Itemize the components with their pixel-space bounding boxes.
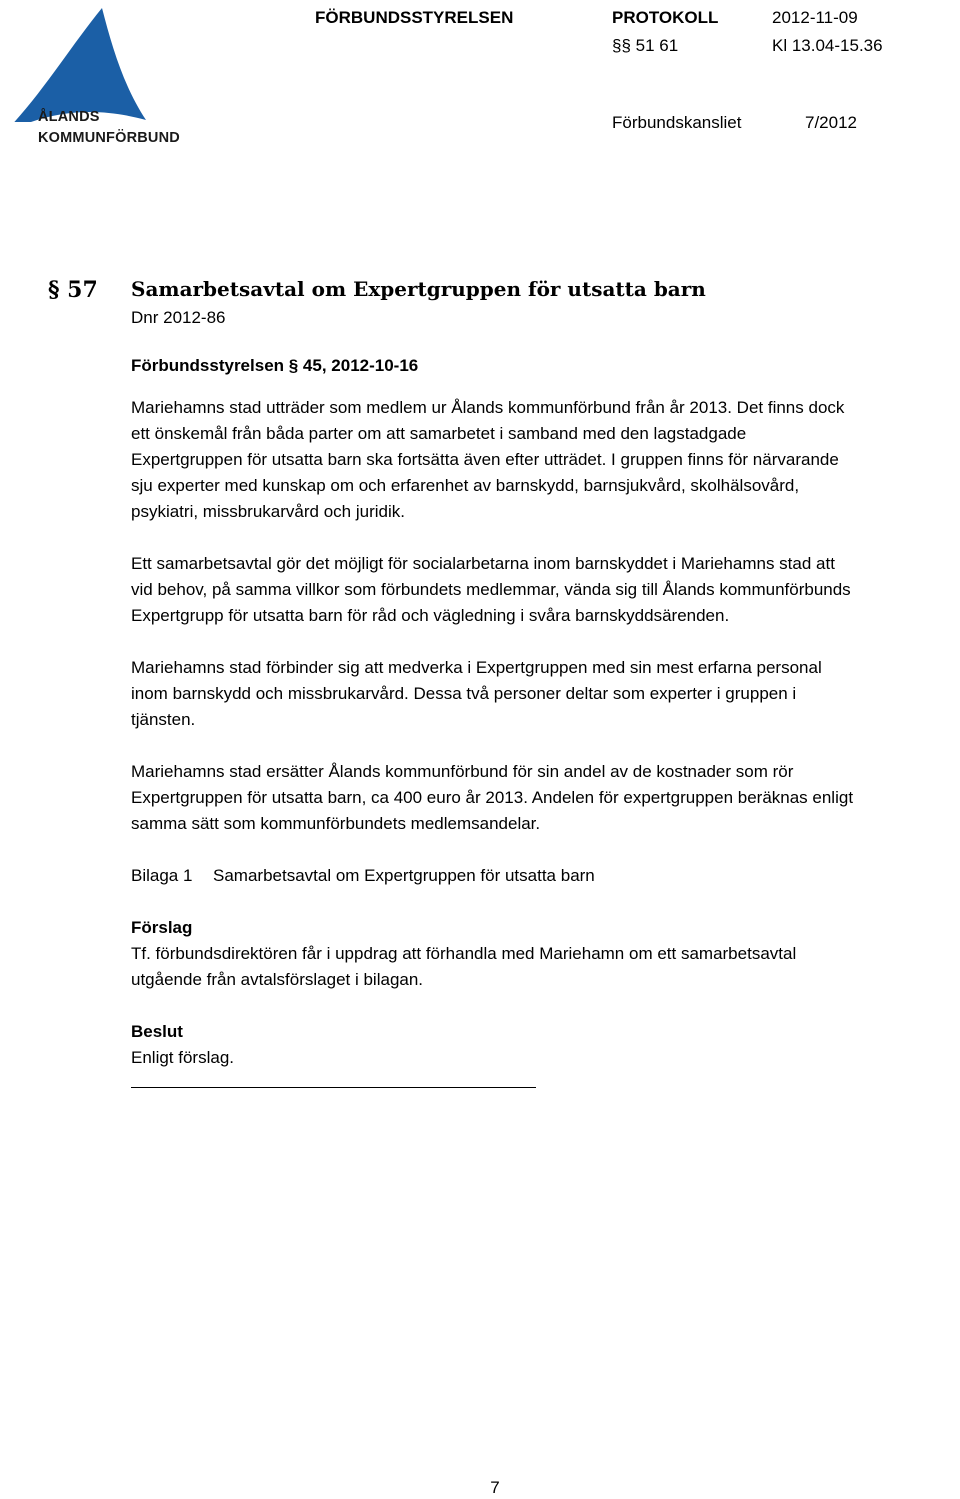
decision-text: Enligt förslag. [131, 1048, 234, 1067]
attachment-title: Samarbetsavtal om Expertgruppen för utsatta barn [213, 866, 595, 885]
minutes-body [131, 305, 861, 1088]
logo-line2: KOMMUNFÖRBUND [38, 130, 180, 146]
header-org: FÖRBUNDSSTYRELSEN [315, 8, 514, 27]
section-number: § 57 [48, 277, 98, 303]
page-number: 7 [490, 1478, 500, 1497]
section-title: Samarbetsavtal om Expertgruppen för utsatta barn [131, 277, 706, 301]
header-office: Förbundskansliet [612, 113, 742, 132]
alands-kommunforbund-logo [0, 2, 200, 152]
section-symbol-icon: §§ [612, 36, 631, 55]
paragraph-1: Mariehamns stad utträder som medlem ur Ålands kommunförbund från år 2013. Det finns dock ett önskemål från båda parter om att samarbetet i samband med den lagstadgade Expertgruppen för utsatta barn ska fortsätta även efter utträdet. I gruppen finns för närvarande sju experter med kunskap om och erfarenhet av barnskydd, barnsjukvård, skolhälsovård, psykiatri, missbrukarvård och juridik. [131, 398, 845, 521]
header-paragraph-range: §§ 51 61 [612, 36, 679, 55]
previous-reference: Förbundsstyrelsen § 45, 2012-10-16 [131, 356, 419, 375]
header-time: Kl 13.04-15.36 [772, 36, 883, 55]
paragraph-3: Mariehamns stad förbinder sig att medverka i Expertgruppen med sin mest erfarna personal inom barnskydd och missbrukarvård. Dessa två personer deltar som experter i gruppen i tjänsten. [131, 658, 822, 729]
attachment-label: Bilaga 1 [131, 866, 193, 885]
paragraph-2: Ett samarbetsavtal gör det möjligt för socialarbetarna inom barnskyddet i Mariehamns stad att vid behov, på samma villkor som förbundets medlemmar, vända sig till Ålands kommunförbunds Expertgrupp för utsatta barn för råd och vägledning i svåra barnskyddsärenden. [131, 554, 851, 625]
header-doc-type: PROTOKOLL [612, 8, 719, 27]
header-date: 2012-11-09 [772, 8, 858, 27]
sail-icon [0, 2, 200, 122]
attachment-line [131, 863, 861, 889]
proposal-text: Tf. förbundsdirektören får i uppdrag att förhandla med Mariehamn om ett samarbetsavtal utgående från avtalsförslaget i bilagan. [131, 944, 797, 989]
paragraph-4: Mariehamns stad ersätter Ålands kommunförbund för sin andel av de kostnader som rör Expertgruppen för utsatta barn, ca 400 euro år 2013. Andelen för expertgruppen beräknas enligt samma sätt som kommunförbundets medlemsandelar. [131, 762, 854, 833]
header-number: 7/2012 [805, 113, 857, 132]
logo-line1: ÅLANDS [38, 109, 100, 125]
closing-rule [131, 1087, 536, 1088]
decision-heading: Beslut [131, 1022, 183, 1041]
diary-number: Dnr 2012-86 [131, 308, 226, 327]
proposal-heading: Förslag [131, 918, 193, 937]
